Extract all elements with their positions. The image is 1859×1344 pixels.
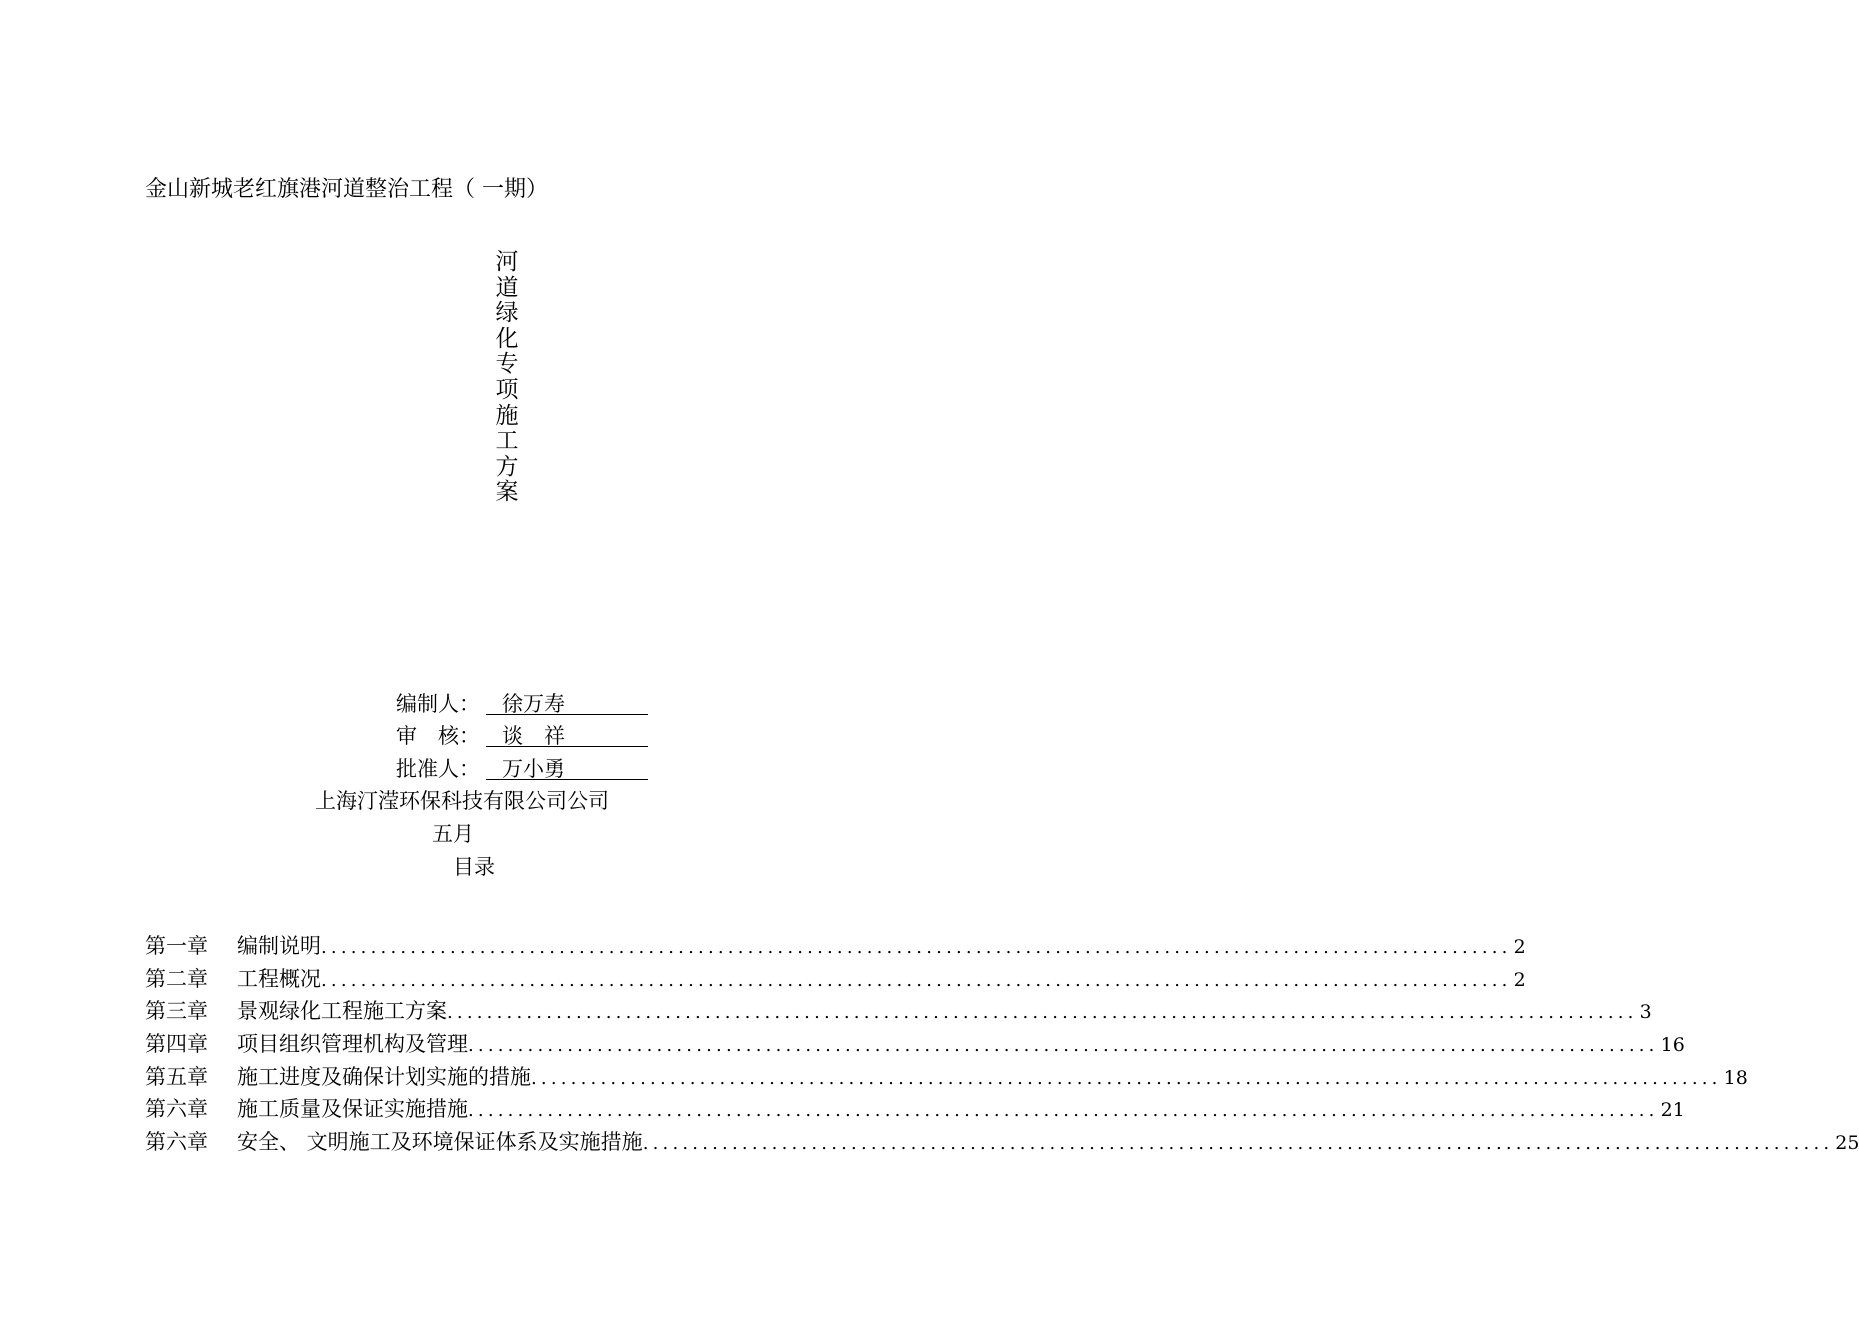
toc-title: 景观绿化工程施工方案	[237, 999, 447, 1024]
toc-leader: ........................................................................................................................	[468, 1100, 1659, 1122]
toc-chapter: 第一章	[145, 934, 208, 958]
toc-entry[interactable]	[145, 1126, 1859, 1159]
toc-entry[interactable]	[145, 995, 1652, 1028]
toc-page-number: 25	[1835, 1132, 1859, 1155]
toc-chapter: 第四章	[145, 1032, 208, 1057]
signature-line	[486, 688, 648, 715]
signature-line	[486, 720, 648, 747]
toc-leader: ........................................................................................................................	[642, 1133, 1834, 1155]
company-name: 上海汀滢环保科技有限公司公司	[315, 789, 609, 813]
toc-leader: ........................................................................................................................	[447, 1002, 1638, 1024]
toc-chapter: 第二章	[145, 966, 208, 991]
toc-chapter: 第六章	[145, 1130, 208, 1155]
toc-heading: 目录	[453, 855, 495, 879]
toc-chapter: 第六章	[145, 1097, 208, 1122]
toc-page-number: 18	[1723, 1066, 1748, 1089]
signature-label: 编制人：	[396, 692, 480, 716]
toc-title: 项目组织管理机构及管理	[237, 1032, 468, 1057]
toc-title: 施工质量及保证实施措施	[237, 1097, 468, 1122]
table-of-contents	[145, 930, 1859, 1159]
toc-title: 安全、 文明施工及环境保证体系及实施措施	[237, 1130, 643, 1155]
toc-page-number: 2	[1513, 936, 1526, 958]
toc-leader: ........................................................................................................................	[321, 937, 1512, 958]
toc-page-number: 16	[1660, 1034, 1685, 1057]
signature-line	[486, 753, 648, 780]
document-title: 河道绿化专项施工方案	[495, 249, 519, 506]
toc-page-number: 2	[1513, 968, 1526, 991]
document-date: 五月	[432, 822, 474, 846]
signature-value: 万小勇	[502, 757, 565, 781]
toc-chapter: 第五章	[145, 1064, 208, 1089]
signature-label: 审 核：	[396, 724, 480, 748]
toc-title: 施工进度及确保计划实施的措施	[237, 1064, 531, 1089]
toc-title: 编制说明	[237, 934, 321, 958]
toc-entry[interactable]	[145, 1061, 1748, 1094]
toc-title: 工程概况	[237, 966, 321, 991]
toc-page-number: 21	[1660, 1099, 1685, 1122]
signature-value: 谈 祥	[502, 724, 565, 748]
toc-leader: ........................................................................................................................	[468, 1035, 1659, 1057]
toc-entry[interactable]	[145, 1028, 1685, 1061]
toc-chapter: 第三章	[145, 999, 208, 1024]
project-title: 金山新城老红旗港河道整治工程（ 一期）	[145, 177, 548, 202]
signature-value: 徐万寿	[502, 692, 565, 716]
toc-entry[interactable]	[145, 930, 1526, 963]
toc-leader: ........................................................................................................................	[531, 1067, 1722, 1089]
toc-leader: ........................................................................................................................	[321, 969, 1512, 991]
toc-entry[interactable]	[145, 1093, 1685, 1126]
signature-label: 批准人：	[396, 757, 480, 781]
toc-entry[interactable]	[145, 963, 1526, 996]
toc-page-number: 3	[1639, 1001, 1652, 1024]
